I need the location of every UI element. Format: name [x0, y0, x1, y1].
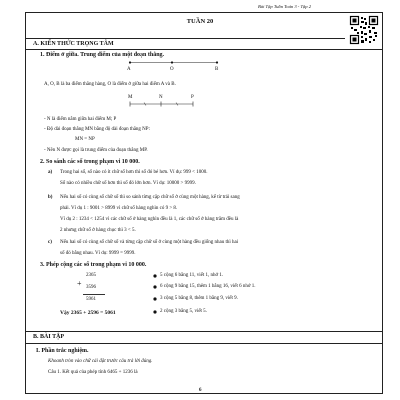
- item2-b-line4: 2 nhưng chữ số ở hàng chục thì 3 < 5.: [60, 228, 136, 233]
- plus-sign: +: [77, 279, 82, 288]
- section-b-heading: B. BÀI TẬP: [33, 334, 65, 340]
- page-number: 6: [199, 388, 202, 393]
- item2-c-line1: Nếu hai số có cùng số chữ số và từng cặp chữ số ở cùng một hàng đều giống nhau thì hai: [60, 240, 239, 245]
- step-2: 6 cộng 9 bằng 15, thêm 1 bằng 16, viết 6 nhớ 1.: [160, 284, 256, 289]
- item2-b-line3: Ví dụ 2 : 1234 < 1254 vì các chữ số ở hàng nghìn đều là 1, các chữ số ở hàng trăm đều là: [60, 217, 239, 222]
- item2-a-label: a): [48, 170, 53, 175]
- question-1: Câu 1. Kết quả của phép tính 6465 + 1236 là: [48, 370, 138, 375]
- section-divider-b-bottom: [25, 343, 383, 344]
- addend-1: 2365: [86, 273, 96, 278]
- series-title: Bài Tập Tuần Toán 3 - Tập 2: [258, 4, 312, 9]
- item2-b-line2: phải. Ví dụ 1 : 9001 > 8999 vì chữ số hàng nghìn có 9 > 8.: [60, 206, 178, 211]
- point-n-label: N: [159, 95, 163, 100]
- item2-b-line1: Nếu hai số có cùng số chữ số thì so sánh từng cặp chữ số ở cùng một hàng, kể từ trái sang: [60, 195, 240, 200]
- item3-title: 3. Phép cộng các số trong phạm vi 10 000.: [40, 262, 147, 268]
- step-3: 3 cộng 5 bằng 8, thêm 1 bằng 9, viết 9.: [160, 296, 238, 301]
- item2-title: 2. So sánh các số trong phạm vi 10 000.: [40, 159, 140, 165]
- item2-c-line2: số đó bằng nhau. Ví dụ: 9999 = 9999.: [60, 251, 136, 256]
- item1-formula: MN = NP: [75, 137, 95, 142]
- part1-instruction: Khoanh tròn vào chữ cái đặt trước câu trả lời đúng.: [48, 359, 153, 364]
- item1-bullet1: - N là điểm nằm giữa hai điểm M; P: [44, 117, 117, 122]
- item2-a-line2: Số nào có nhiều chữ số hơn thì số đó lớn hơn. Ví dụ: 10000 > 9999.: [60, 181, 196, 186]
- point-a-label: A: [127, 67, 131, 72]
- item2-b-label: b): [48, 195, 53, 200]
- point-m-label: M: [128, 95, 133, 100]
- item1-bullet2: - Độ dài đoạn thẳng MN bằng độ dài đoạn thẳng NP:: [44, 127, 150, 132]
- item2-c-label: c): [48, 240, 52, 245]
- item1-bullet3: - Nên N được gọi là trung điểm của đoạn thẳng MP.: [44, 148, 148, 153]
- addend-2: 3596: [86, 285, 96, 290]
- point-p-label: P: [191, 95, 194, 100]
- addition-line: [83, 294, 105, 295]
- part1-title: I. Phần trắc nghiệm.: [36, 348, 89, 354]
- week-title: TUẦN 20: [186, 18, 214, 25]
- item2-a-line1: Trong hai số, số nào có ít chữ số hơn thì số đó bé hơn. Ví dụ: 999 < 1000.: [60, 170, 208, 175]
- section-a-heading: A. KIẾN THỨC TRỌNG TÂM: [33, 41, 114, 47]
- section-divider-b-top: [25, 331, 383, 332]
- step-4: 2 cộng 3 bằng 5, viết 5.: [160, 309, 207, 314]
- step-bullets: [150, 270, 162, 340]
- point-o-label: O: [170, 67, 174, 72]
- item1-text1: A, O, B là ba điểm thẳng hàng, O là điểm ở giữa hai điểm A và B.: [44, 82, 176, 87]
- point-b-label: B: [215, 67, 219, 72]
- sum-result: 5961: [86, 297, 96, 302]
- step-1: 5 cộng 6 bằng 11, viết 1, nhớ 1.: [160, 273, 224, 278]
- item1-title: 1. Điểm ở giữa. Trung điểm của một đoạn thẳng.: [40, 52, 165, 58]
- addition-summary: Vậy 2365 + 2596 = 5061: [60, 310, 116, 316]
